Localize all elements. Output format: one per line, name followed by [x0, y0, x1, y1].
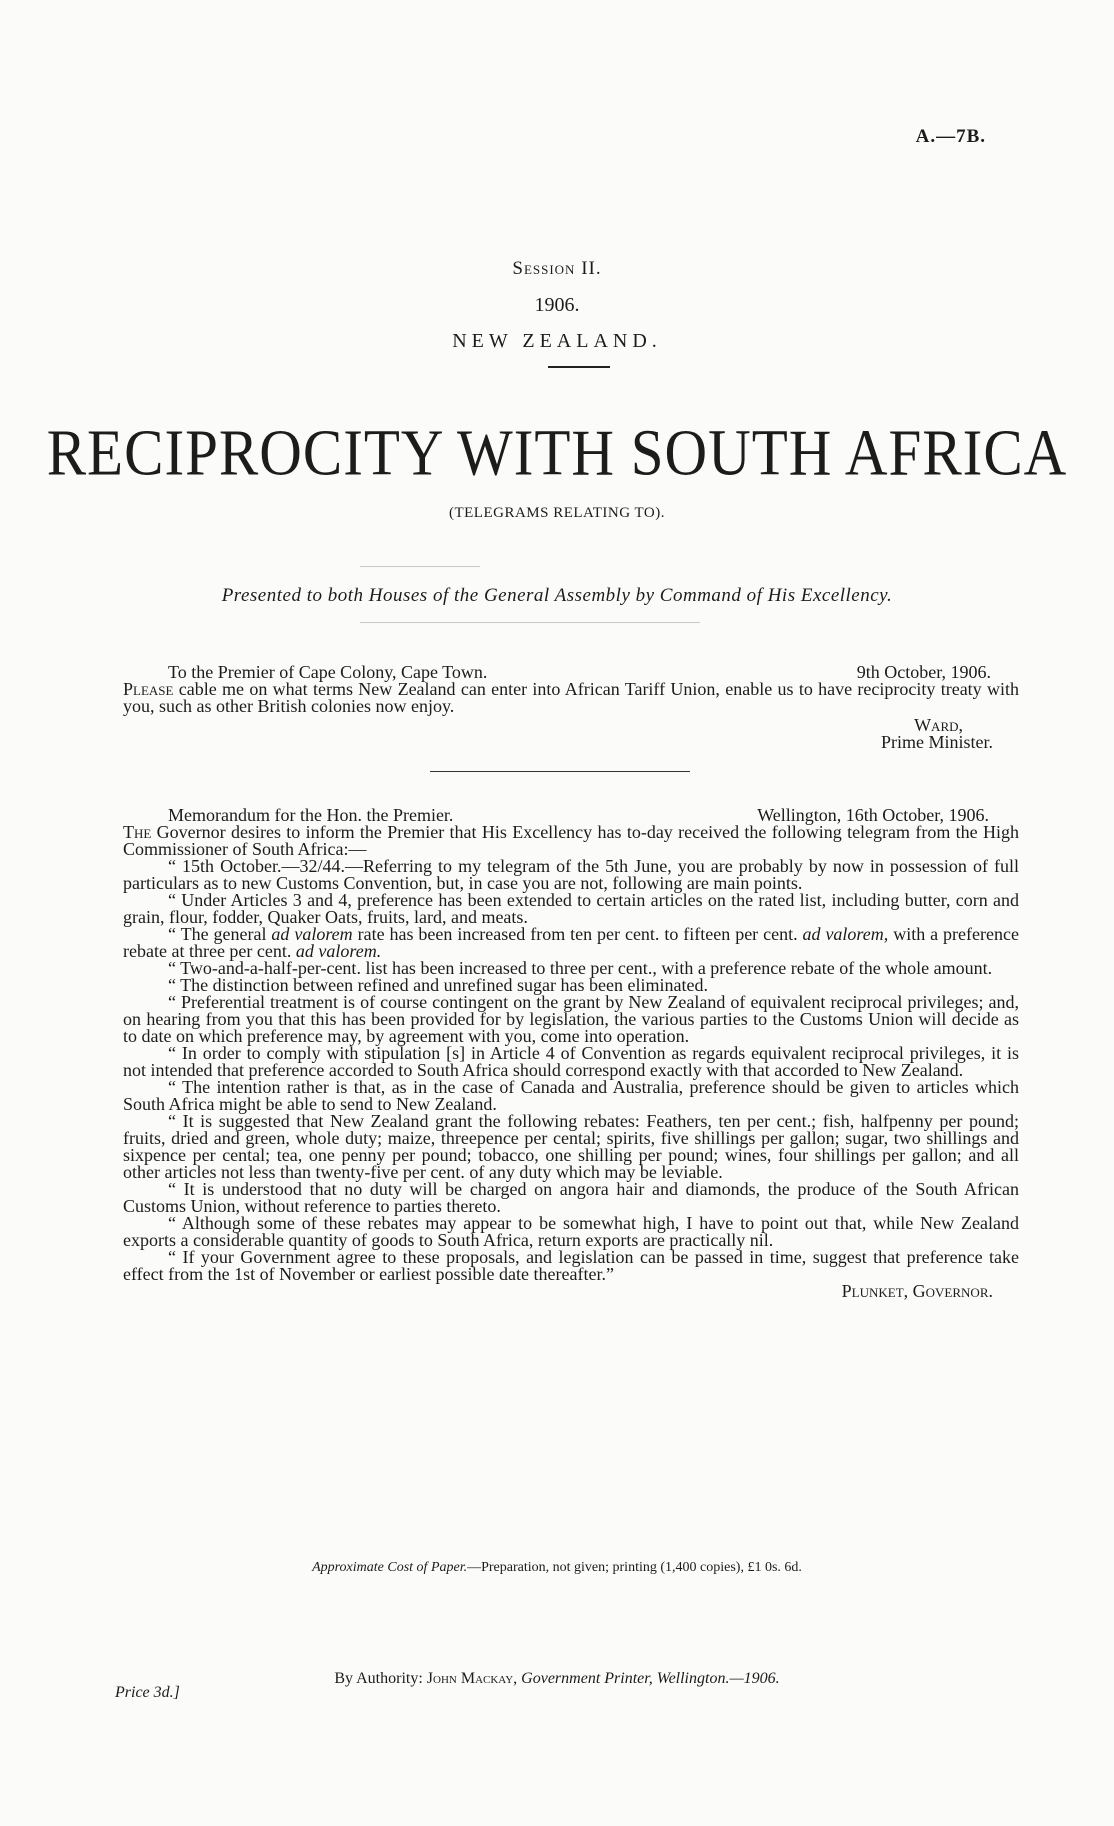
- year-heading: 1906.: [534, 294, 580, 316]
- telegram-paragraph: “ The intention rather is that, as in the case of Canada and Australia, preference should be given to articles which South Africa might be able to send to New Zealand.: [123, 1077, 1019, 1114]
- printer-name: John Mackay,: [426, 1670, 518, 1687]
- lead-word: Please: [123, 679, 174, 699]
- signature-title: Prime Minister.: [881, 732, 993, 752]
- memorandum: [123, 807, 1019, 1300]
- document-subtitle: (TELEGRAMS RELATING TO).: [448, 505, 666, 521]
- faint-divider: [360, 622, 700, 623]
- document-reference: A.—7B.: [915, 126, 986, 147]
- telegram-paragraph: “ Two-and-a-half-per-cent. list has been increased to three per cent., with a preference rebate of the whole amount.: [168, 958, 993, 978]
- telegram-paragraph: “ In order to comply with stipulation [s] in Article 4 of Convention as regards equivalent reciprocal privileges, it is not intended that preference accorded to South Africa should correspond exactly with that accorded to New Zealand.: [123, 1043, 1019, 1080]
- telegram-paragraph: “ Preferential treatment is of course contingent on the grant by New Zealand of equivalent reciprocal privileges; and, on hearing from you that this has been provided for by legislation, the various parties to the Customs Union will decide as to date on which preference may, by agreement with you, come into operation.: [123, 992, 1019, 1046]
- telegram-paragraph: “ If your Government agree to these proposals, and legislation can be passed in time, suggest that preference take effect from the 1st of November or earliest possible date thereafter.”: [123, 1247, 1019, 1284]
- presented-statement: Presented to both Houses of the General Assembly by Command of His Excellency.: [221, 585, 893, 606]
- telegram-date: 9th October, 1906.: [856, 662, 991, 682]
- telegram-body-text: cable me on what terms New Zealand can enter into African Tariff Union, enable us to have reciprocity treaty with you, such as other British colonies now enjoy.: [123, 679, 1019, 716]
- signature-name: Ward,: [914, 715, 963, 735]
- cost-of-paper: [0, 1560, 1114, 1576]
- document-title: RECIPROCITY WITH SOUTH AFRICA: [46, 414, 1068, 489]
- title-divider: [548, 366, 610, 368]
- lead-word: The: [123, 822, 152, 842]
- telegram-paragraph: “ Although some of these rebates may appear to be somewhat high, I have to point out that, while New Zealand exports a considerable quantity of goods to South Africa, return exports are practically nil.: [123, 1213, 1019, 1250]
- faint-divider: [360, 566, 480, 567]
- telegram-prime-minister: [123, 664, 1019, 751]
- memorandum-intro-text: Governor desires to inform the Premier that His Excellency has to-day received the following telegram from the High Commissioner of South Africa:—: [123, 822, 1019, 859]
- authority-prefix: By Authority:: [334, 1670, 427, 1687]
- memorandum-intro: [123, 824, 1019, 858]
- telegram-paragraph: “ 15th October.—32/44.—Referring to my telegram of the 5th June, you are probably by now in possession of full particulars as to new Customs Convention, but, in case you are not, following are main points.: [123, 856, 1019, 893]
- telegram-paragraph: “ It is understood that no duty will be charged on angora hair and diamonds, the produce of the South African Customs Union, without reference to parties thereto.: [123, 1179, 1019, 1216]
- telegram-paragraph: “ The general ad valorem rate has been increased from ten per cent. to fifteen per cent. ad valorem, with a preference rebate at three per cent. ad valorem.: [123, 924, 1019, 961]
- telegram-body: [123, 681, 1019, 715]
- session-heading: Session II.: [512, 258, 602, 279]
- memorandum-date: Wellington, 16th October, 1906.: [757, 805, 989, 825]
- telegram-paragraph: “ The distinction between refined and unrefined sugar has been eliminated.: [168, 975, 708, 995]
- telegram-paragraph: “ Under Articles 3 and 4, preference has been extended to certain articles on the rated list, including butter, corn and grain, flour, fodder, Quaker Oats, fruits, lard, and meats.: [123, 890, 1019, 927]
- governor-signature: Plunket, Governor.: [841, 1281, 993, 1301]
- section-divider: [430, 771, 690, 772]
- authority-suffix: Government Printer, Wellington.—1906.: [517, 1670, 780, 1687]
- memorandum-address: Memorandum for the Hon. the Premier.: [168, 805, 454, 825]
- cost-detail: —Preparation, not given; printing (1,400 copies), £1 0s. 6d.: [467, 1560, 802, 1575]
- telegram-address: To the Premier of Cape Colony, Cape Town.: [168, 662, 488, 682]
- country-heading: NEW ZEALAND.: [452, 330, 662, 352]
- telegram-paragraph: “ It is suggested that New Zealand grant the following rebates: Feathers, ten per cent.; fish, halfpenny per pound; fruits, dried and green, whole duty; maize, threepence per cental; spirits, five shillings per gallon; sugar, two shillings and sixpence per cental; tea, one penny per pound; tobacco, one shilling per pound; wines, four shillings per gallon; and all other articles not less than twenty-five per cent. of any duty which may be leviable.: [123, 1111, 1019, 1182]
- price: Price 3d.]: [115, 1684, 180, 1701]
- cost-label: Approximate Cost of Paper.: [312, 1560, 468, 1575]
